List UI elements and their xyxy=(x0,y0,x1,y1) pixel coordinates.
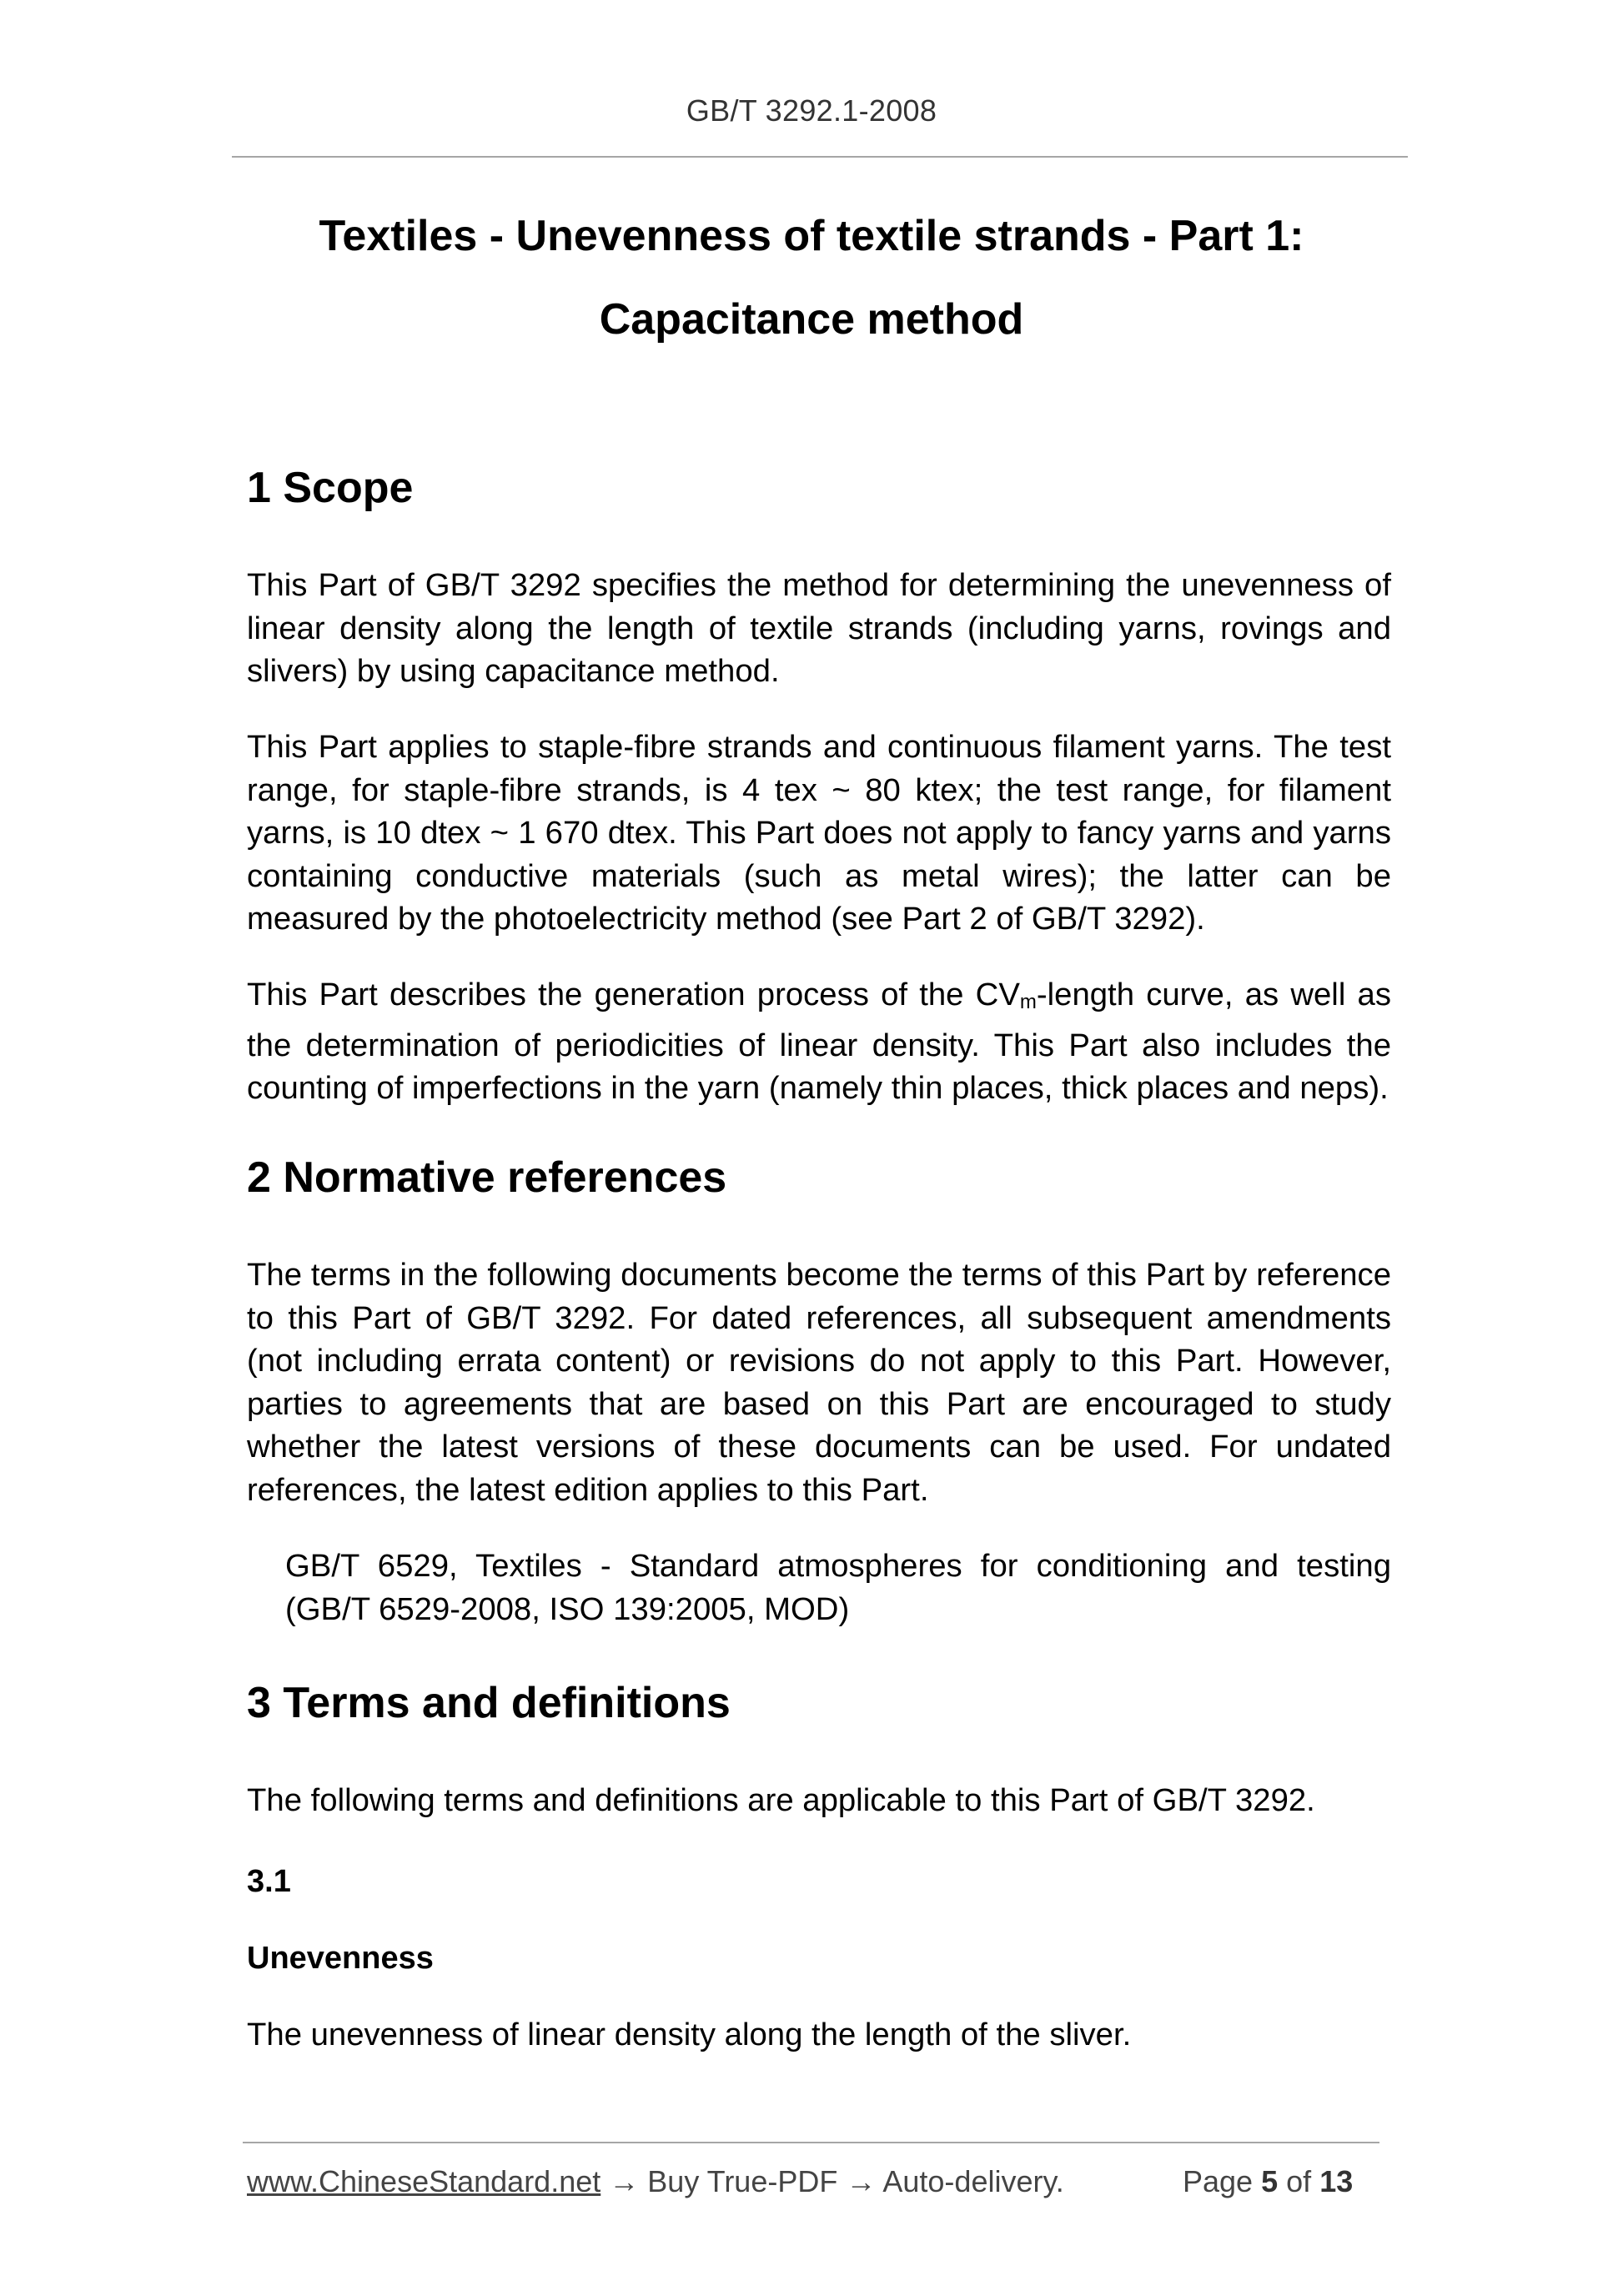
term-name: Unevenness xyxy=(247,1941,434,1976)
term-number: 3.1 xyxy=(247,1864,291,1899)
website-link[interactable]: www.ChineseStandard.net xyxy=(247,2164,601,2198)
terms-intro-paragraph: The following terms and definitions are applicable to this Part of GB/T 3292. xyxy=(247,1782,1315,1818)
header-divider xyxy=(232,156,1408,158)
scope-p3-text-end: -length curve, as well as the determination of periodicities of linear density. This Part also includes the counting of imperfections in the yarn (namely thin places, thick places and neps). xyxy=(247,977,1391,1106)
arrow-right-icon: → xyxy=(609,2164,640,2198)
scope-paragraph-3 xyxy=(247,973,1391,1110)
scope-p3-text-start: This Part describes the generation process of the CV xyxy=(247,977,1020,1012)
document-title-line-1: Textiles - Unevenness of textile strands - Part 1: xyxy=(319,212,1304,260)
section-heading-terms-definitions: 3 Terms and definitions xyxy=(247,1679,731,1727)
footer-delivery-text: Auto-delivery. xyxy=(882,2164,1064,2198)
page-total-number: 13 xyxy=(1319,2164,1354,2198)
footer-divider xyxy=(243,2142,1379,2143)
page-of-label: of xyxy=(1286,2164,1312,2198)
normative-reference-item: GB/T 6529, Textiles - Standard atmospheres for conditioning and testing (GB/T 6529-2008, ISO 139:2005, MOD) xyxy=(285,1548,1391,1627)
scope-paragraph-1: This Part of GB/T 3292 specifies the method for determining the unevenness of linear density along the length of textile strands (including yarns, rovings and slivers) by using capacitance method. xyxy=(247,567,1391,689)
page-label: Page xyxy=(1183,2164,1254,2198)
footer-buy-text: Buy True-PDF xyxy=(647,2164,838,2198)
term-definition: The unevenness of linear density along the length of the sliver. xyxy=(247,2017,1132,2052)
section-heading-normative-references: 2 Normative references xyxy=(247,1153,727,1202)
document-header: GB/T 3292.1-2008 xyxy=(686,93,937,128)
page-indicator xyxy=(1183,2164,1353,2199)
scope-paragraph-2: This Part applies to staple-fibre strands and continuous filament yarns. The test range, for staple-fibre strands, is 4 tex ~ 80 ktex; the test range, for filament yarns, is 10 dtex ~ 1 670 dtex. This Part does not apply to fancy yarns and yarns containing conductive materials (such as metal wires); the latter can be measured by the photoelectricity method (see Part 2 of GB/T 3292). xyxy=(247,729,1391,937)
arrow-right-icon: → xyxy=(846,2164,877,2198)
cv-subscript: m xyxy=(1019,991,1037,1013)
normative-paragraph: The terms in the following documents become the terms of this Part by reference to this Part of GB/T 3292. For dated references, all subsequent amendments (not including errata content) or revisions do not apply to this Part. However, parties to agreements that are based on this Part are encouraged to study whether the latest versions of these documents can be used. For undated references, the latest edition applies to this Part. xyxy=(247,1257,1391,1508)
page-current-number: 5 xyxy=(1261,2164,1279,2198)
document-title-line-2: Capacitance method xyxy=(599,295,1024,344)
footer-left xyxy=(247,2164,1064,2199)
section-heading-scope: 1 Scope xyxy=(247,464,414,512)
